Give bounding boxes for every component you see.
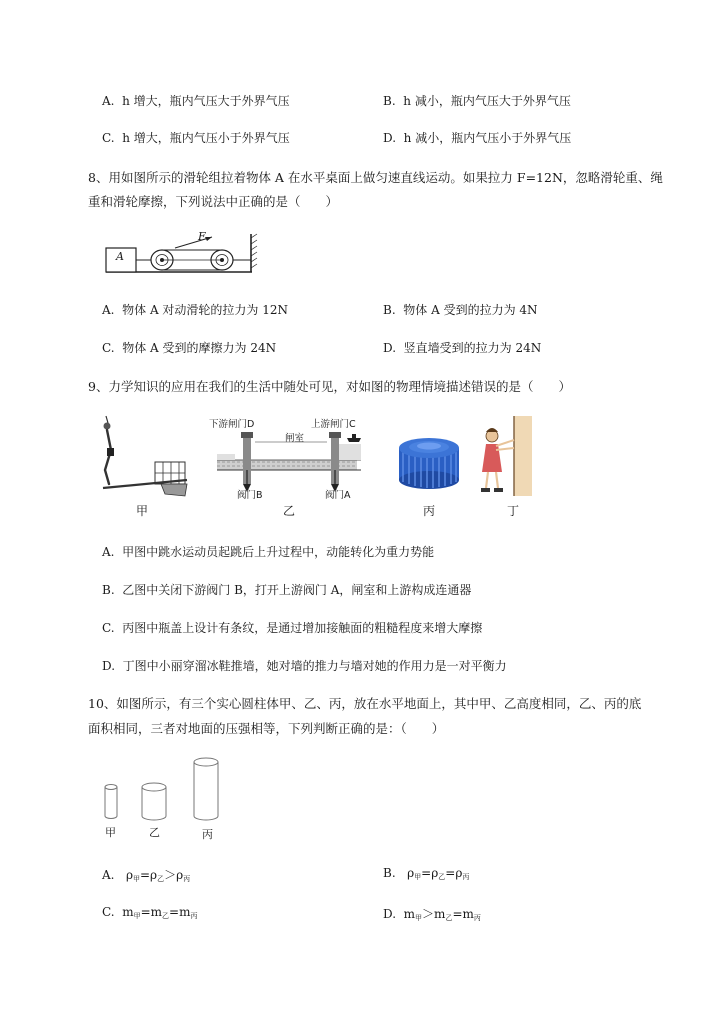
q8-option-c: C. 物体 A 受到的摩擦力为 24N <box>102 341 277 355</box>
cylinder-bing-label: 丙 <box>202 828 213 841</box>
q10-option-c: C. $m_甲=m_乙=m_丙$ <box>102 905 198 920</box>
q9-option-a: A. 甲图中跳水运动员起跳后上升过程中，动能转化为重力势能 <box>102 545 435 559</box>
q9-option-b: B. 乙图中关闭下游阀门 B，打开上游阀门 A，闸室和上游构成连通器 <box>102 583 472 597</box>
q7-option-d: D. h 减小，瓶内气压小于外界气压 <box>383 131 572 145</box>
upstream-gate-label: 上游闸门C <box>311 419 356 430</box>
q10-stem-line-2: 面积相同，三者对地面的压强相等，下列判断正确的是：（ ） <box>88 721 445 736</box>
q7-option-b: B. h 减小，瓶内气压大于外界气压 <box>383 94 571 108</box>
pulley-figure <box>100 228 260 278</box>
q10-option-a: A. $\rho_甲=\rho_乙>\rho_丙$ <box>102 868 191 883</box>
q9-option-c: C. 丙图中瓶盖上设计有条纹，是通过增加接触面的粗糙程度来增大摩擦 <box>102 621 483 635</box>
q8-option-a: A. 物体 A 对动滑轮的拉力为 12N <box>102 303 289 317</box>
force-f-label: F <box>198 230 206 243</box>
caption-bing: 丙 <box>423 504 436 518</box>
q8-option-d: D. 竖直墙受到的拉力为 24N <box>383 341 542 355</box>
q9-option-d: D. 丁图中小丽穿溜冰鞋推墙，她对墙的推力与墙对她的作用力是一对平衡力 <box>102 659 507 673</box>
q10-stem-line-1: 10、如图所示，有三个实心圆柱体甲、乙、丙，放在水平地面上，其中甲、乙高度相同，乙、丙的底 <box>88 696 642 711</box>
caption-ding: 丁 <box>507 504 520 518</box>
valve-a-label: 阀门A <box>325 490 351 501</box>
bottle-cap-figure <box>393 436 465 492</box>
q8-stem-line-1: 8、用如图所示的滑轮组拉着物体 A 在水平桌面上做匀速直线运动。如果拉力 F=12N，忽略滑轮重、绳 <box>88 170 663 185</box>
girl-wall-diagram <box>476 414 536 500</box>
q10-option-b: B. $\rho_甲=\rho_乙=\rho_丙$ <box>383 866 470 881</box>
caption-yi: 乙 <box>283 504 296 518</box>
lock-chamber-label: 闸室 <box>285 433 305 444</box>
q7-option-c: C. h 增大，瓶内气压小于外界气压 <box>102 131 290 145</box>
girl-wall-figure <box>476 414 536 500</box>
cylinder-jia-label: 甲 <box>105 826 116 839</box>
cylinders-diagram <box>98 752 228 824</box>
cylinders-figure <box>98 752 228 824</box>
diver-figure <box>95 414 195 504</box>
ship-lock-figure <box>209 414 365 501</box>
q8-stem-line-2: 重和滑轮摩擦，下列说法中正确的是（ ） <box>88 194 339 209</box>
q9-stem-line-1: 9、力学知识的应用在我们的生活中随处可见，对如图的物理情境描述错误的是（ ） <box>88 379 571 394</box>
bottle-cap-diagram <box>393 436 465 492</box>
diver-diagram <box>95 414 195 504</box>
caption-jia: 甲 <box>136 504 149 518</box>
valve-b-label: 阀门B <box>237 490 263 501</box>
q10-option-d: D. $m_甲>m_乙=m_丙$ <box>383 907 481 922</box>
q8-option-b: B. 物体 A 受到的拉力为 4N <box>383 303 538 317</box>
cylinder-yi-label: 乙 <box>149 826 160 839</box>
block-a-label: A <box>116 250 124 263</box>
q7-option-a: A. h 增大，瓶内气压大于外界气压 <box>102 94 290 108</box>
downstream-gate-label: 下游闸门D <box>209 419 255 430</box>
pulley-diagram <box>100 228 260 278</box>
